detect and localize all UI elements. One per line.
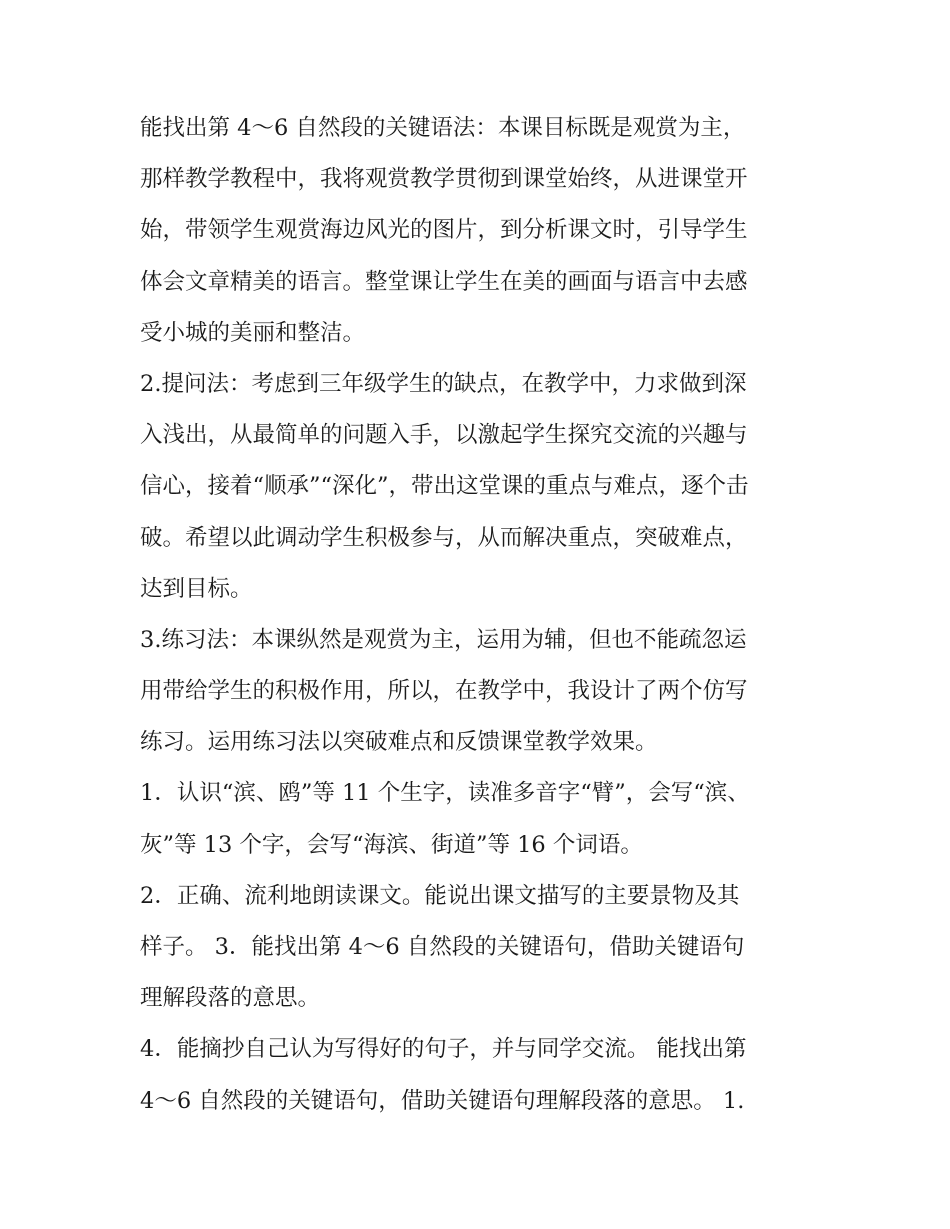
text-line: 2.提问法：考虑到三年级学生的缺点，在教学中，力求做到深 — [140, 370, 747, 397]
body-text — [140, 103, 820, 1127]
text-line: 达到目标。 — [140, 575, 253, 602]
text-line: 练习。运用练习法以突破难点和反馈课堂教学效果。 — [140, 729, 658, 756]
text-line: 灰”等 13 个字，会写“海滨、街道”等 16 个词语。 — [140, 831, 643, 858]
text-line: 始，带领学生观赏海边风光的图片，到分析课文时，引导学生 — [140, 217, 748, 244]
text-line: 信心，接着“顺承”“深化”，带出这堂课的重点与难点，逐个击 — [140, 473, 749, 500]
text-line: 理解段落的意思。 — [140, 985, 321, 1012]
text-line: 2．正确、流利地朗读课文。能说出课文描写的主要景物及其 — [140, 882, 740, 909]
text-line: 受小城的美丽和整洁。 — [140, 319, 366, 346]
text-line: 破。希望以此调动学生积极参与，从而解决重点，突破难点， — [140, 524, 748, 551]
text-line: 3.练习法：本课纵然是观赏为主，运用为辅，但也不能疏忽运 — [140, 626, 747, 653]
text-line: 4．能摘抄自己认为写得好的句子，并与同学交流。 能找出第 — [140, 1036, 747, 1063]
text-line: 1．认识“滨、鸥”等 11 个生字，读准多音字“臂”，会写“滨、 — [140, 780, 750, 807]
text-line: 入浅出，从最简单的问题入手，以激起学生探究交流的兴趣与 — [140, 422, 748, 449]
text-line: 能找出第 4～6 自然段的关键语法：本课目标既是观赏为主， — [140, 115, 746, 141]
text-line: 那样教学教程中，我将观赏教学贯彻到课堂始终，从进课堂开 — [140, 166, 748, 193]
text-line: 用带给学生的积极作用，所以，在教学中，我设计了两个仿写 — [140, 678, 748, 705]
text-line: 样子。 3．能找出第 4～6 自然段的关键语句，借助关键语句 — [140, 934, 745, 960]
text-line: 体会文章精美的语言。整堂课让学生在美的画面与语言中去感 — [140, 268, 748, 295]
text-line: 4～6 自然段的关键语句，借助关键语句理解段落的意思。 1. — [140, 1087, 745, 1114]
